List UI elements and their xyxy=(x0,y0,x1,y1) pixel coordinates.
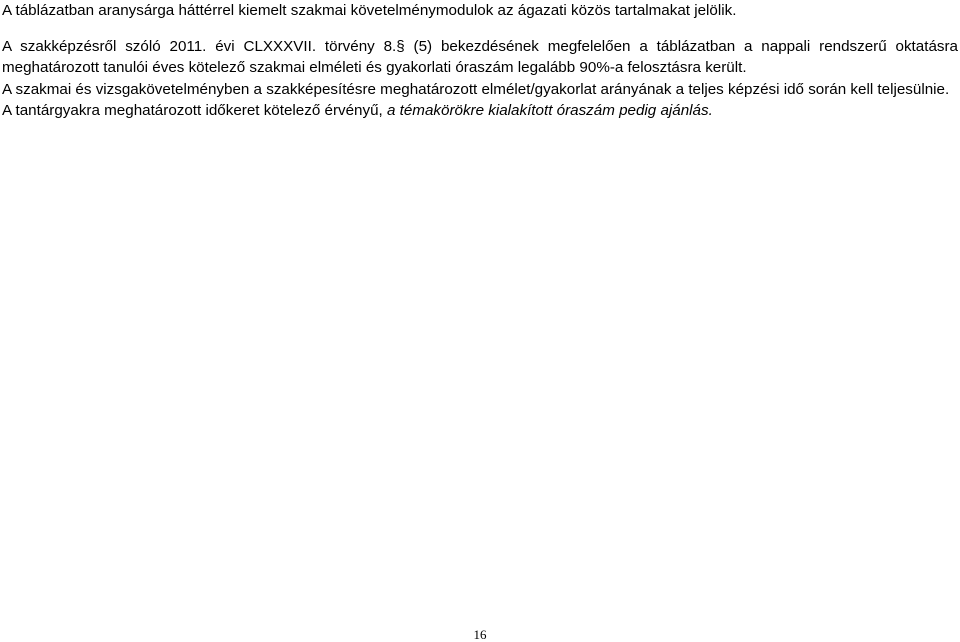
page-number: 16 xyxy=(473,627,487,642)
timeframe-italic-text: a témakörökre kialakított óraszám pedig ajánlás. xyxy=(386,102,713,119)
paragraph-timeframe xyxy=(2,100,958,122)
timeframe-text: A tantárgyakra meghatározott időkeret kötelező érvényű, xyxy=(2,102,387,119)
paragraph-law-reference: A szakképzésről szóló 2011. évi CLXXXVII. törvény 8.§ (5) bekezdésének megfelelően a táblázatban a nappali rendszerű oktatásra meghatározott tanulói éves kötelező szakmai elméleti és gyakorlati óraszám legalább 90%-a felosztásra került. xyxy=(2,37,958,76)
paragraph-theory-practice-ratio: A szakmai és vizsgakövetelményben a szakképesítésre meghatározott elmélet/gyakorlat arányának a teljes képzési idő során kell teljesülnie. xyxy=(2,80,950,98)
paragraph-highlight-note: A táblázatban aranysárga háttérrel kiemelt szakmai követelménymodulok az ágazati közös tartalmakat jelölik. xyxy=(2,2,737,19)
document-body xyxy=(2,0,958,122)
